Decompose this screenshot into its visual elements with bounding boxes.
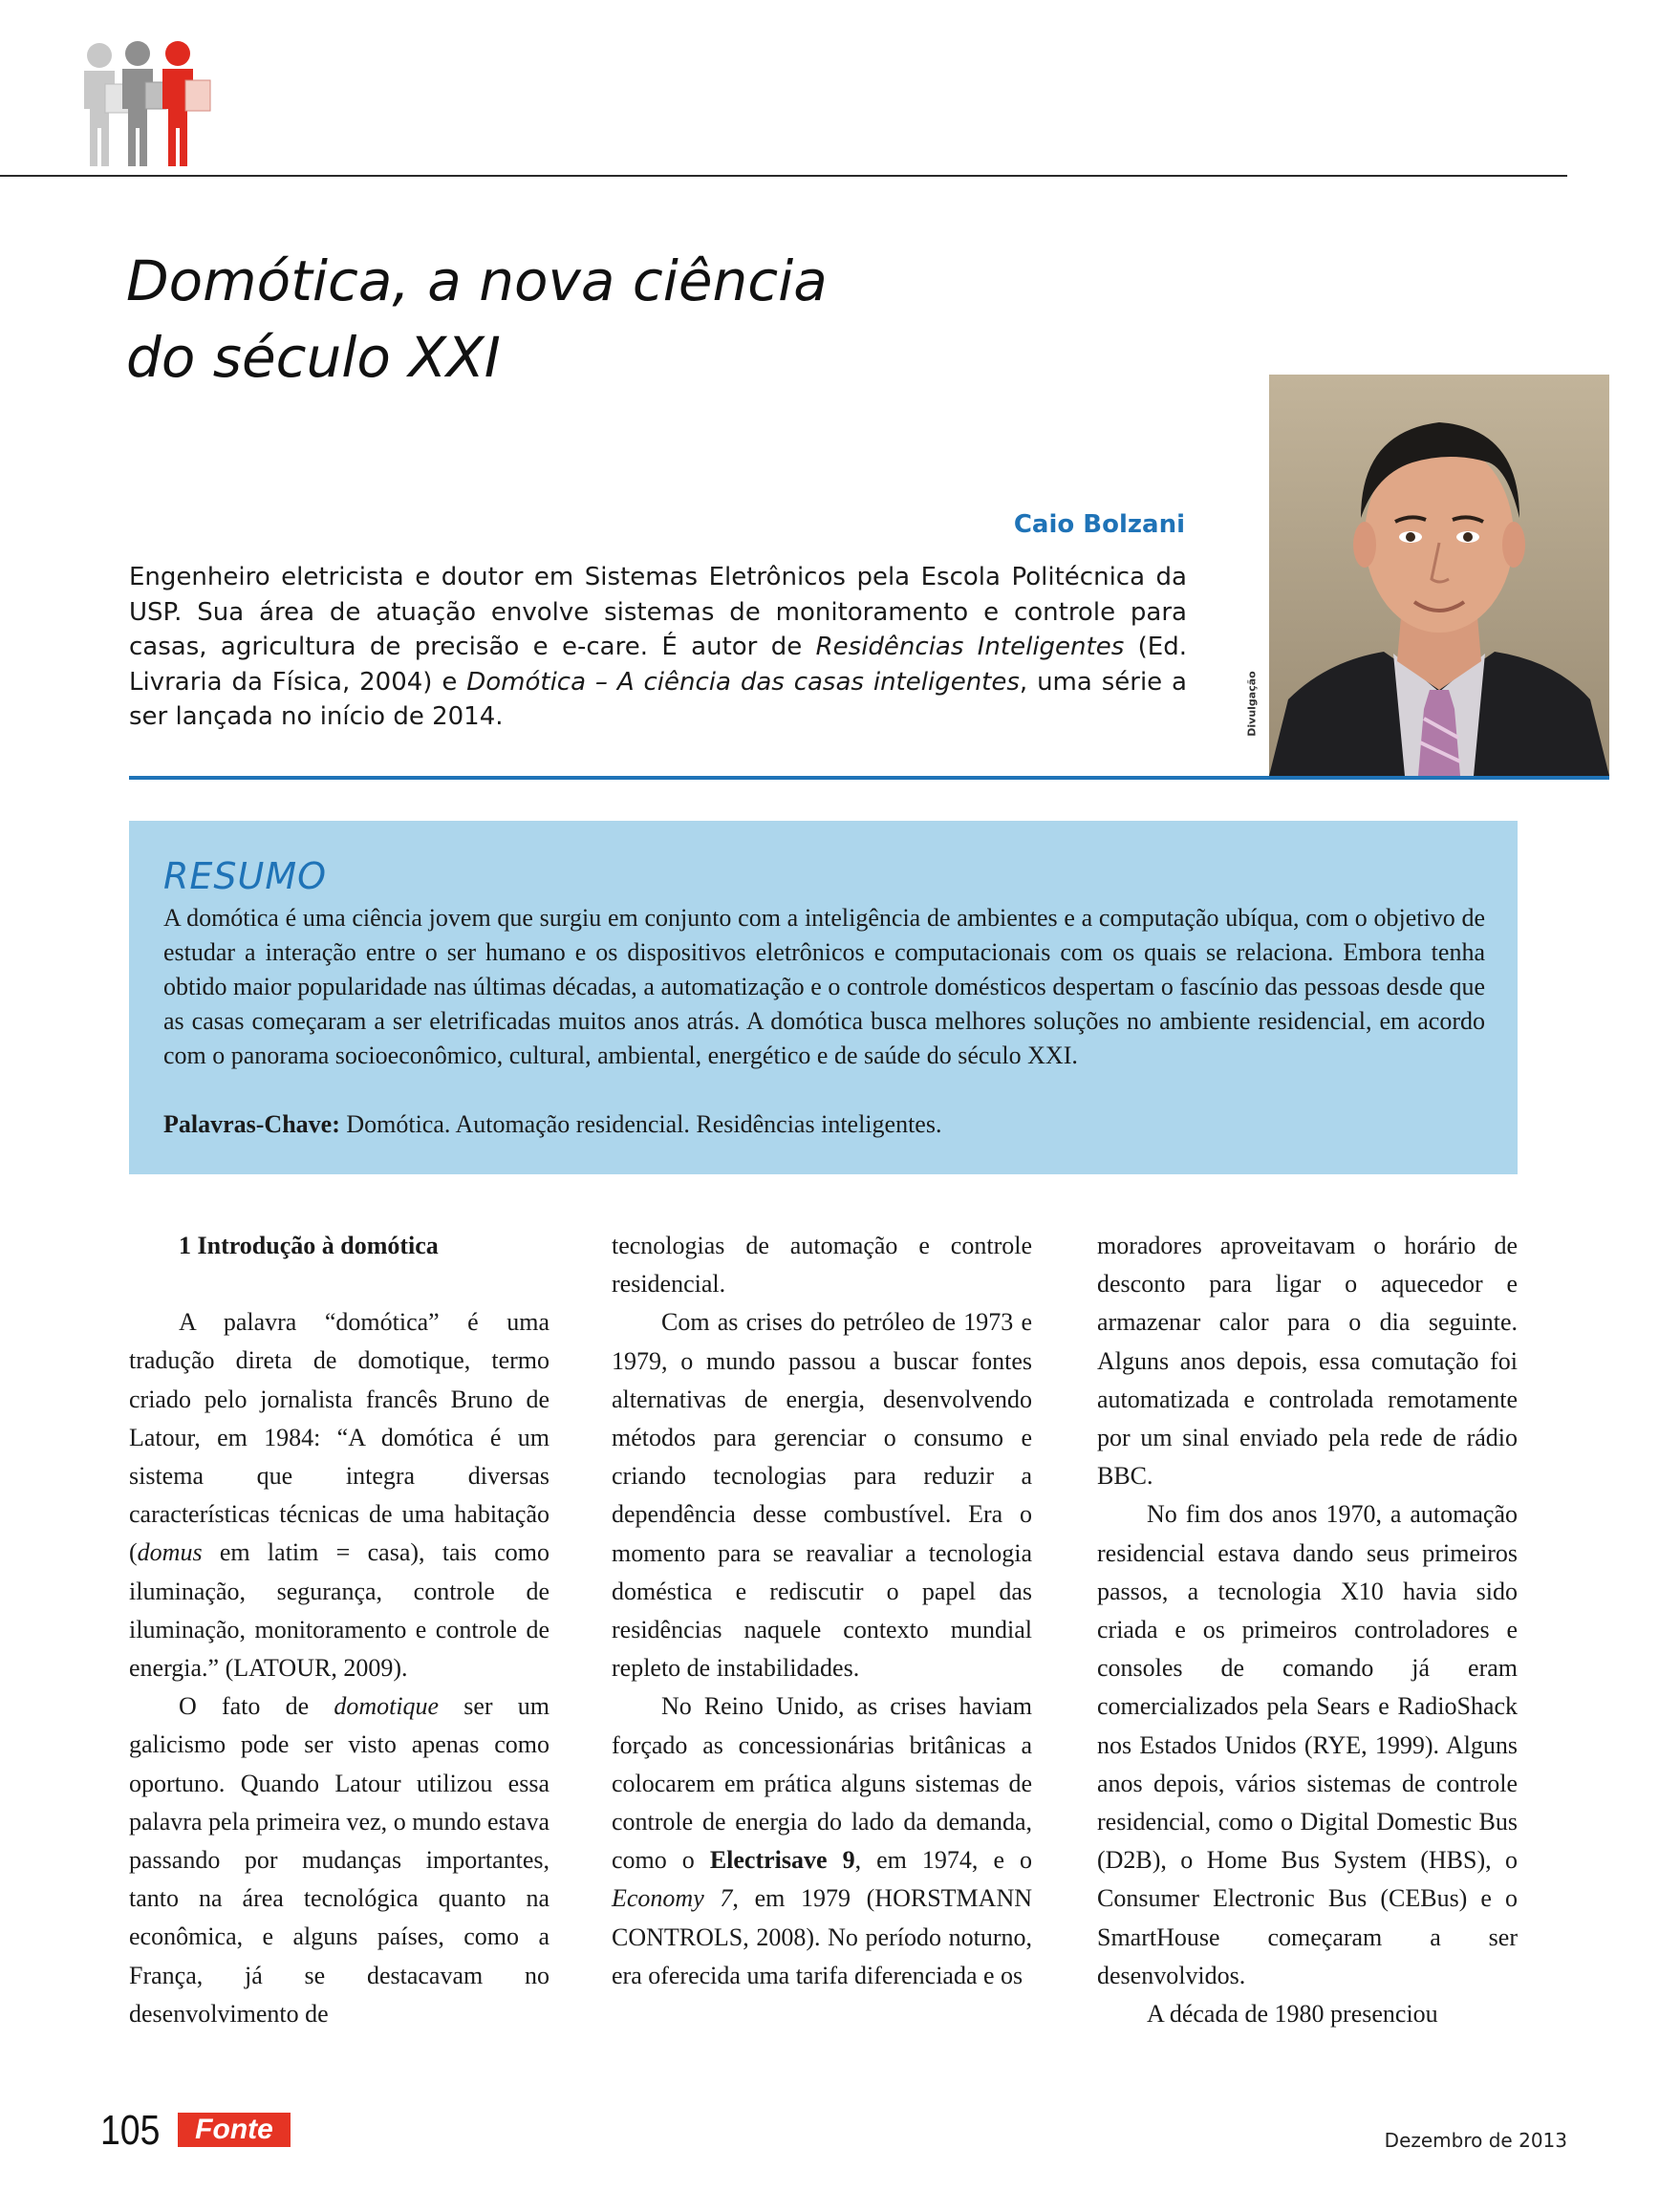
column-2-paragraphs (612, 1227, 1032, 1995)
article-title-line1: Domótica, a nova ciência (126, 248, 828, 313)
text-span: ser um galicismo pode ser visto apenas como oportuno. Quando Latour utilizou essa palavra pela primeira vez, o mundo estava passando por mudanças importantes, tanto na área tecnológica quanto na econômica, e alguns países, como a França, já se destacavam no desenvolvimento de (129, 1692, 549, 2028)
text-span: , em 1974, e o (854, 1846, 1033, 1875)
photo-credit (1245, 669, 1267, 745)
page-number: 105 (100, 2107, 161, 2154)
text-span: No Reino Unido, as crises haviam forçado as concessionárias britânicas a colocarem em prática alguns sistemas de controle de energia do lado da demanda, como o (612, 1692, 1032, 1875)
abstract-heading: RESUMO (163, 855, 328, 897)
italic-span: Domótica – A ciência das casas inteligentes (466, 667, 1020, 697)
body-column-2 (612, 1227, 1032, 1995)
body-column-3 (1097, 1227, 1518, 2033)
keywords (163, 1107, 1485, 1142)
column-3-paragraphs (1097, 1227, 1518, 2033)
text-span: No fim dos anos 1970, a automação residencial estava dando seus primeiros passos, a tecnologia X10 havia sido criada e os primeiros controladores e consoles de comando já eram comercializados pela Sears e RadioShack nos Estados Unidos (RYE, 1999). Alguns anos depois, vários sistemas de controle residencial, como o Digital Domestic Bus (D2B), o Home Bus System (HBS), o Consumer Electronic Bus (CEBus) e o SmartHouse começaram a ser desenvolvidos. (1097, 1500, 1518, 1989)
italic-span: Economy 7 (612, 1884, 733, 1913)
italic-span: domus (137, 1538, 203, 1567)
magazine-logo: Fonte (178, 2113, 291, 2147)
text-span: A década de 1980 presenciou (1147, 2000, 1438, 2029)
paragraph (129, 1303, 549, 1687)
photo-credit-text: Divulgação (1245, 671, 1259, 737)
section-heading: 1 Introdução à domótica (179, 1232, 439, 1259)
text-span: A palavra “domótica” é uma tradução direta de domotique, termo criado pelo jornalista francês Bruno de Latour, em 1984: “A domótica é um sistema que integra diversas características técnicas de uma habitação ( (129, 1308, 549, 1567)
keywords-list: Domótica. Automação residencial. Residências inteligentes. (339, 1110, 942, 1138)
italic-span: Residências Inteligentes (815, 633, 1125, 661)
text-span: Com as crises do petróleo de 1973 e 1979, o mundo passou a buscar fontes alternativas de energia, desenvolvendo métodos para gerenciar o consumo e criando tecnologias para reduzir a dependência desse combustível. Era o momento para se reavaliar a tecnologia doméstica e rediscutir o papel das residências naquele contexto mundial repleto de instabilidades. (612, 1308, 1032, 1683)
text-span: em latim = casa), tais como iluminação, segurança, controle de iluminação, monitoramento e controle de energia.” (LATOUR, 2009). (129, 1538, 549, 1683)
paragraph (612, 1687, 1032, 1995)
italic-span: domotique (334, 1692, 440, 1721)
body-column-1 (129, 1227, 549, 2033)
text-span: , uma série a ser lançada no início de 2014. (129, 667, 1187, 731)
author-name: Caio Bolzani (1013, 510, 1185, 539)
header-rule (0, 175, 1567, 177)
text-span: (Ed. Livraria da Física, 2004) e (129, 633, 1187, 697)
paragraph (1097, 1995, 1518, 2033)
paragraph (1097, 1227, 1518, 1495)
author-bio (129, 560, 1187, 735)
article-title (126, 243, 1177, 396)
text-span: , em 1979 (HORSTMANN CONTROLS, 2008). No período noturno, era oferecida uma tarifa diferenciada e os (612, 1884, 1032, 1989)
people-group-icon (78, 40, 222, 179)
bold-span: Electrisave 9 (709, 1846, 855, 1875)
paragraph (129, 1687, 549, 2033)
text-span: Engenheiro eletricista e doutor em Sistemas Eletrônicos pela Escola Politécnica da USP. Sua área de atuação envolve sistemas de monitoramento e controle para casas, agricultura de precisão e e-care. É autor de (129, 563, 1187, 661)
paragraph (612, 1227, 1032, 1303)
abstract-box (129, 821, 1518, 1174)
author-divider (129, 776, 1609, 780)
column-1-paragraphs (129, 1303, 549, 2033)
paragraph (1097, 1495, 1518, 1995)
article-title-line2: do século XXI (126, 325, 501, 390)
abstract-text: A domótica é uma ciência jovem que surgiu em conjunto com a inteligência de ambientes e a computação ubíqua, com o objetivo de estudar a interação entre o ser humano e os dispositivos eletrônicos e computacionais com os quais se relaciona. Embora tenha obtido maior popularidade nas últimas décadas, a automatização e o controle domésticos despertam o fascínio das pessoas desde que as casas começaram a ser eletrificadas muitos anos atrás. A domótica busca melhores soluções no ambiente residencial, em acordo com o panorama socioeconômico, cultural, ambiental, energético e de saúde do século XXI. (163, 904, 1485, 1069)
issue-date: Dezembro de 2013 (1384, 2129, 1567, 2152)
keywords-label: Palavras-Chave: (163, 1110, 340, 1138)
text-span: moradores aproveitavam o horário de desconto para ligar o aquecedor e armazenar calor para o dia seguinte. Alguns anos depois, essa comutação foi automatizada e controlada remotamente por um sinal enviado pela rede de rádio BBC. (1097, 1232, 1518, 1491)
text-span: tecnologias de automação e controle residencial. (612, 1232, 1032, 1299)
paragraph (612, 1303, 1032, 1687)
author-photo (1269, 375, 1609, 776)
text-span: O fato de (179, 1692, 334, 1721)
